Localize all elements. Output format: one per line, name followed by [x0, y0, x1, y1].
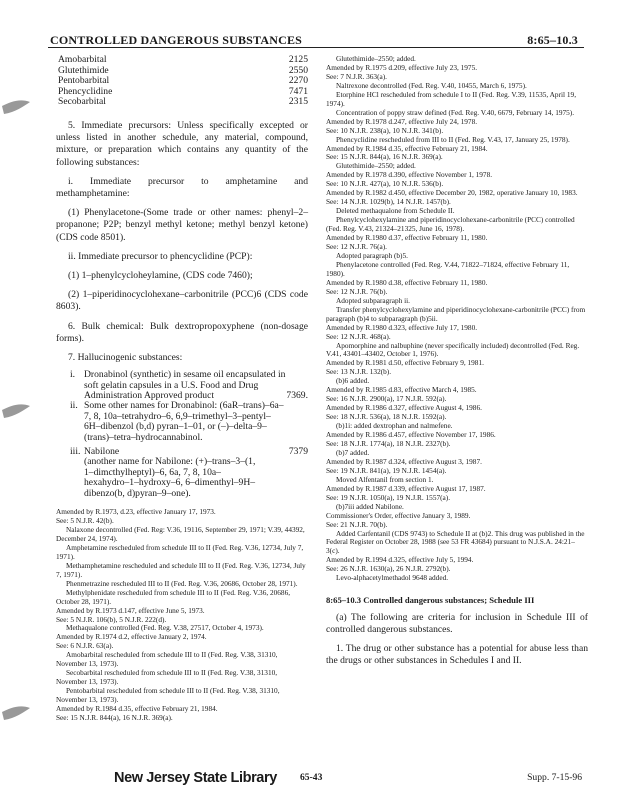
running-header-section: 8:65–10.3 [527, 33, 578, 47]
history-note: Moved Alfentanil from section 1. [336, 474, 434, 484]
history-note: Amended by R.1973 d.147, effective June 5, 1973. [56, 605, 205, 615]
history-note: Nalaxone decontrolled (Fed. Reg: V.36, 19116, September 29, 1971; V.39, 44392, December 24, 1974). [56, 525, 305, 543]
list-item [70, 457, 308, 499]
history-note: Amended by R.1980 d.37, effective February 11, 1980. [326, 233, 488, 243]
history-note: Amended by R.1973, d.23, effective January 17, 1973. [56, 507, 216, 517]
punch-hole-mark [0, 88, 40, 124]
paragraph-5: 5. Immediate precursors: Unless specifically excepted or unless listed in another schedule, any material, compound, mixture, or preparation which contains any quantity of the following substances: [56, 119, 308, 168]
history-note: Amended by R.1984 d.35, effective February 21, 1984. [326, 143, 488, 153]
history-note: See: 21 N.J.R. 70(b). [326, 519, 388, 529]
history-note: Etorphine HCl rescheduled from schedule I to II (Fed. Reg. V.39, 11535, April 19, 1974). [326, 89, 577, 108]
library-stamp: New Jersey State Library [114, 770, 277, 786]
history-note: Transfer phenylcyclohexylamine and piperidinocyclohexane-carbonitrile (PCC) from paragraph (b)4 to subparagraph (b)5ii. [326, 304, 586, 323]
drug-code: 2270 [288, 75, 308, 87]
paragraph-7: 7. Hallucinogenic substances: [68, 352, 183, 364]
drug-name: Phencyclidine [58, 85, 113, 97]
history-note: Amended by R.1994 d.325, effective July 5, 1994. [326, 555, 474, 565]
header-rule [48, 47, 584, 48]
history-note: See: 7 N.J.R. 363(a). [326, 71, 388, 81]
drug-row [58, 55, 308, 66]
history-note: Amended by R.1981 d.50, effective February 9, 1981. [326, 358, 484, 368]
history-note: Apomorphine and nalbuphine (never specifically included) decontrolled (Fed. Reg. V.41, 43401–43402, October 1, 1976). [326, 340, 580, 359]
punch-hole-mark [0, 392, 40, 428]
history-note: See: 19 N.J.R. 841(a), 19 N.J.R. 1454(a). [326, 465, 447, 475]
history-note: (b)7 added. [336, 447, 370, 457]
history-note: See: 18 N.J.R. 536(a), 18 N.J.R. 1592(a). [326, 412, 447, 422]
supplement-date: Supp. 7-15-96 [527, 772, 582, 783]
history-note: See: 5 N.J.R. 106(b), 5 N.J.R. 222(d). [56, 614, 167, 624]
history-note: Secobarbital rescheduled from schedule III to II (Fed. Reg. V.38, 31310, November 13, 1973). [56, 668, 278, 687]
history-note: Methaqualone controlled (Fed. Reg. V.38, 27517, October 4, 1973). [66, 623, 264, 633]
item-code: 7369. [286, 390, 308, 402]
drug-code: 2125 [288, 54, 308, 65]
history-note: See: 10 N.J.R. 238(a), 10 N.J.R. 341(b). [326, 125, 444, 135]
history-note: Amended by R.1974 d.2, effective January 2, 1974. [56, 632, 207, 642]
history-note: Amended by R.1987 d.339, effective August 17, 1987. [326, 483, 486, 493]
paragraph-a-1: 1. The drug or other substance has a potential for abuse less than the drugs or other substances in Schedules I and II. [326, 642, 588, 666]
history-note: Concentration of poppy straw defined (Fed. Reg. V.40, 6679, February 14, 1975). [336, 107, 575, 117]
hallucinogen-list [70, 370, 308, 499]
item-code [286, 401, 308, 443]
history-note: Amended by R.1985 d.83, effective March 4, 1985. [326, 385, 477, 395]
right-history-notes [326, 55, 588, 583]
section-heading: 8:65–10.3 Controlled dangerous substances; Schedule III [326, 595, 535, 606]
paragraph-5-ii-2: (2) 1–piperidinocyclohexane–carbonitrile (PCC)6 (CDS code 8603). [56, 289, 308, 313]
history-note: (b)1i: added dextrophan and nalmefene. [336, 421, 453, 431]
history-note: See: 18 N.J.R. 1774(a), 18 N.J.R. 2327(b). [326, 438, 451, 448]
drug-code: 7471 [288, 85, 308, 97]
history-note: See: 16 N.J.R. 2900(a), 17 N.J.R. 592(a). [326, 394, 447, 404]
history-note: Methamphetamine rescheduled and schedule III to II (Fed. Reg. V.36, 12734, July 7, 1971). [56, 560, 306, 579]
left-column [56, 55, 308, 723]
history-note: Amended by R.1987 d.324, effective August 3, 1987. [326, 456, 482, 466]
item-label: i. [70, 369, 76, 381]
history-note: Glutethimide–2550; added. [336, 161, 416, 171]
item-text: Dronabinol (synthetic) in sesame oil encapsulated in soft gelatin capsules in a U.S. Food and Drug Administration Approved product [84, 369, 286, 402]
drug-name: Pentobarbital [58, 75, 110, 87]
history-note: Phenylcyclohexylamine and piperidinocyclohexane-carbonitrile (PCC) controlled (Fed. Reg. V.43, 21324–21325, June 16, 1978). [326, 215, 575, 234]
item-text: Some other names for Dronabinol: (6aR–trans)–6a–7, 8, 10a–tetrahydro–6, 6,9–trimethyl–3–pentyl–6H–dibenzol (b,d) pyran–1–01, or (–)–delta–9–(trans)–tetra–hydrocannabinol. [84, 400, 284, 443]
history-note: Methylphenidate rescheduled from schedule III to II (Fed. Reg. V.36, 20686, October 28, 1971). [56, 587, 291, 606]
drug-row [58, 97, 308, 108]
history-note: See: 12 N.J.R. 76(a). [326, 242, 388, 252]
history-note: Naltrexone decontrolled (Fed. Reg. V.40, 10455, March 6, 1975). [336, 80, 527, 90]
history-note: (b)6 added. [336, 376, 370, 386]
right-column [326, 55, 588, 667]
drug-list [56, 55, 308, 108]
history-note: Phenylacetone controlled (Fed. Reg. V.44, 71822–71824, effective February 11, 1980). [326, 259, 570, 278]
drug-name: Amobarbital [58, 54, 107, 65]
history-note: See: 13 N.J.R. 132(b). [326, 367, 392, 377]
history-note: Commissioner's Order, effective January 3, 1989. [326, 510, 471, 520]
page-number: 65-43 [300, 772, 323, 783]
history-note: Amended by R.1984 d.35, effective February 21, 1984. [56, 704, 218, 714]
history-note: See: 15 N.J.R. 844(a), 16 N.J.R. 369(a). [56, 713, 173, 723]
drug-code: 2315 [288, 96, 308, 108]
history-note: See: 12 N.J.R. 76(b). [326, 286, 388, 296]
history-note: Added Carfentanil (CDS 9743) to Schedule II at (b)2. This drug was published in the Federal Register on October 28, 1988 (see 53 FR 43684) pursuant to N.J.S.A. 24:21–3(c). [326, 528, 585, 556]
history-note: Amobarbital rescheduled from schedule III to II (Fed. Reg. V.38, 31310, November 13, 1973). [56, 650, 278, 669]
history-note: Amended by R.1982 d.450, effective December 20, 1982, operative January 10, 1983. [326, 188, 578, 198]
paragraph-5-i: i. Immediate precursor to amphetamine and methamphetamine: [56, 175, 308, 199]
drug-code: 2550 [288, 64, 308, 76]
history-note: Phencyclidine rescheduled from III to II (Fed. Reg. V.43, 17, January 25, 1978). [336, 134, 570, 144]
history-note: See: 19 N.J.R. 1050(a), 19 N.J.R. 1557(a). [326, 492, 451, 502]
history-note: (b)7iii added Nabilone. [336, 501, 404, 511]
paragraph-5-ii-1: (1) 1–phenylcycloheylamine, (CDS code 7460); [68, 270, 253, 281]
history-note: Phenmetrazine rescheduled III to II (Fed. Reg. V.36, 20686, October 28, 1971). [66, 578, 298, 588]
history-note: See: 6 N.J.R. 63(a). [56, 641, 114, 651]
history-note: Amended by R.1978 d.390, effective November 1, 1978. [326, 170, 493, 180]
item-code: 7379 [288, 446, 308, 458]
history-note: Glutethimide–2550; added. [336, 54, 416, 63]
history-note: Levo-alphacetylmethadol 9648 added. [336, 573, 449, 583]
list-item [70, 370, 308, 401]
history-note: Adopted paragraph (b)5. [336, 250, 408, 260]
item-label: iii. [70, 446, 81, 458]
drug-name: Glutethimide [58, 64, 109, 76]
history-note: See: 26 N.J.R. 1630(a), 26 N.J.R. 2792(b). [326, 564, 451, 574]
paragraph-6: 6. Bulk chemical: Bulk dextropropoxyphene (non-dosage forms). [56, 320, 308, 344]
history-note: Amended by R.1980 d.323, effective July 17, 1980. [326, 322, 478, 332]
history-note: Deleted methaqualone from Schedule II. [336, 206, 455, 216]
history-note: Amphetamine rescheduled from schedule III to II (Fed. Reg. V.36, 12734, July 7, 1971). [56, 542, 304, 561]
history-note: Amended by R.1980 d.38, effective February 11, 1980. [326, 277, 488, 287]
history-note: See: 5 N.J.R. 42(b). [56, 516, 114, 526]
history-note: See: 15 N.J.R. 844(a), 16 N.J.R. 369(a). [326, 152, 443, 162]
history-note: See: 12 N.J.R. 468(a). [326, 331, 391, 341]
paragraph-a: (a) The following are criteria for inclusion in Schedule III of controlled dangerous substances. [326, 612, 588, 636]
paragraph-5-ii: ii. Immediate precursor to phencyclidine (PCP): [68, 250, 253, 262]
drug-name: Secobarbital [58, 96, 106, 108]
history-note: Amended by R.1986 d.457, effective November 17, 1986. [326, 430, 496, 440]
history-note: Amended by R.1975 d.209, effective July 23, 1975. [326, 62, 478, 72]
running-header-title: CONTROLLED DANGEROUS SUBSTANCES [50, 33, 303, 47]
history-note: See: 10 N.J.R. 427(a), 10 N.J.R. 536(b). [326, 179, 444, 189]
item-label: ii. [70, 400, 78, 412]
paragraph-5-i-1: (1) Phenylacetone-(Some trade or other names: phenyl–2–propanone; P2P; benzyl methyl ketone; methyl benzyl ketone) (CDS code 8501). [56, 207, 308, 243]
item-text: (another name for Nabilone: (+)–trans–3–(1, 1–dimcthylheptyl)–6, 6a, 7, 8, 10a–hexahydro–1–hydroxy–6, 6–dimenthyl–9H–dibenzo(b, d)pyran–9–one). [84, 456, 256, 499]
item-text: Nabilone [84, 446, 120, 458]
history-note: Pentobarbital rescheduled from schedule III to II (Fed. Reg. V.38, 31310, November 13, 1973). [56, 686, 280, 705]
history-note: Amended by R.1978 d.247, effective July 24, 1978. [326, 116, 478, 126]
item-label [70, 457, 84, 499]
history-note: See: 14 N.J.R. 1029(b), 14 N.J.R. 1457(b). [326, 197, 451, 207]
history-note: Adopted subparagraph ii. [336, 295, 410, 305]
punch-hole-mark [0, 694, 40, 730]
history-note: Amended by R.1986 d.327, effective August 4, 1986. [326, 403, 482, 413]
item-code [286, 457, 308, 499]
left-history-notes [56, 508, 308, 723]
list-item [70, 401, 308, 443]
